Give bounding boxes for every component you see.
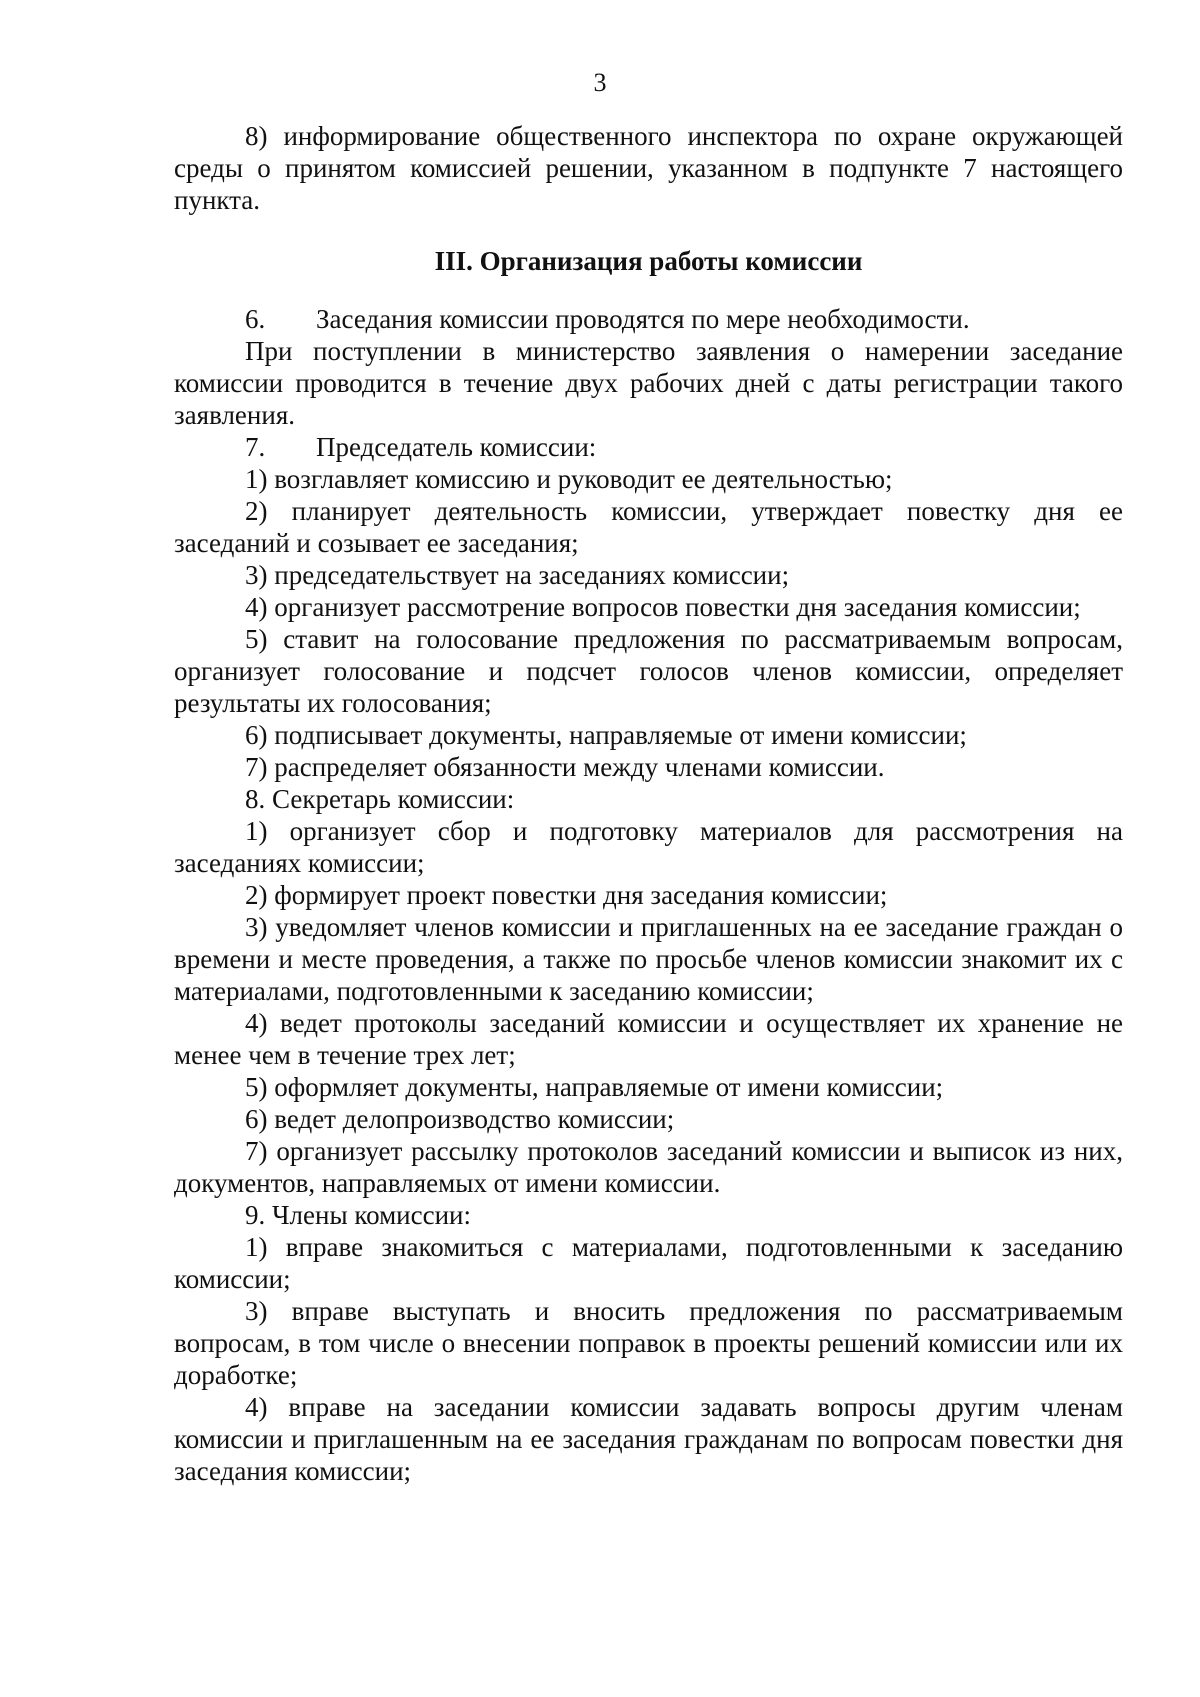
clause-number: 6. [245,304,266,334]
paragraph: При поступлении в министерство заявления о намерении заседание комиссии проводится в течение двух рабочих дней с даты регистрации такого заявления. [174,336,1123,430]
paragraph: 8) информирование общественного инспектора по охране окружающей среды о принятом комиссией решении, указанном в подпункте 7 настоящего пункта. [174,121,1123,215]
clause-text: Заседания комиссии проводятся по мере необходимости. [316,304,970,334]
page-number: 3 [593,68,607,97]
paragraph: 3) вправе выступать и вносить предложения по рассматриваемым вопросам, в том числе о внесении поправок в проекты решений комиссии или их доработке; [174,1296,1123,1390]
paragraph: 5) ставит на голосование предложения по рассматриваемым вопросам, организует голосование и подсчет голосов членов комиссии, определяет результаты их голосования; [174,624,1123,718]
paragraph: 3) уведомляет членов комиссии и приглашенных на ее заседание граждан о времени и месте проведения, а также по просьбе членов комиссии знакомит их с материалами, подготовленными к заседанию комиссии; [174,912,1123,1006]
paragraph: 1) возглавляет комиссию и руководит ее деятельностью; [245,464,893,494]
paragraph: 2) планирует деятельность комиссии, утверждает повестку дня ее заседаний и созывает ее заседания; [174,496,1123,558]
paragraph: 3) председательствует на заседаниях комиссии; [245,560,790,590]
clause-7 [174,431,1123,463]
paragraph: 6) подписывает документы, направляемые от имени комиссии; [245,720,967,750]
clause-9: 9. Члены комиссии: [245,1200,471,1230]
paragraph: 7) распределяет обязанности между членами комиссии. [245,752,885,782]
paragraph: 7) организует рассылку протоколов заседаний комиссии и выписок из них, документов, направляемых от имени комиссии. [174,1136,1123,1198]
clause-number: 7. [245,432,266,462]
section-heading: III. Организация работы комиссии [434,246,863,276]
paragraph: 2) формирует проект повестки дня заседания комиссии; [245,880,888,910]
clause-text: Председатель комиссии: [316,432,597,462]
paragraph: 1) организует сбор и подготовку материалов для рассмотрения на заседаниях комиссии; [174,816,1123,878]
document-body [174,120,1123,1487]
paragraph: 4) организует рассмотрение вопросов повестки дня заседания комиссии; [245,592,1081,622]
paragraph: 4) вправе на заседании комиссии задавать вопросы другим членам комиссии и приглашенным на ее заседания гражданам по вопросам повестки дня заседания комиссии; [174,1392,1123,1486]
clause-8: 8. Секретарь комиссии: [245,784,515,814]
paragraph: 1) вправе знакомиться с материалами, подготовленными к заседанию комиссии; [174,1232,1123,1294]
clause-6 [174,303,1123,335]
paragraph: 4) ведет протоколы заседаний комиссии и осуществляет их хранение не менее чем в течение трех лет; [174,1008,1123,1070]
paragraph: 6) ведет делопроизводство комиссии; [245,1104,675,1134]
paragraph: 5) оформляет документы, направляемые от имени комиссии; [245,1072,944,1102]
